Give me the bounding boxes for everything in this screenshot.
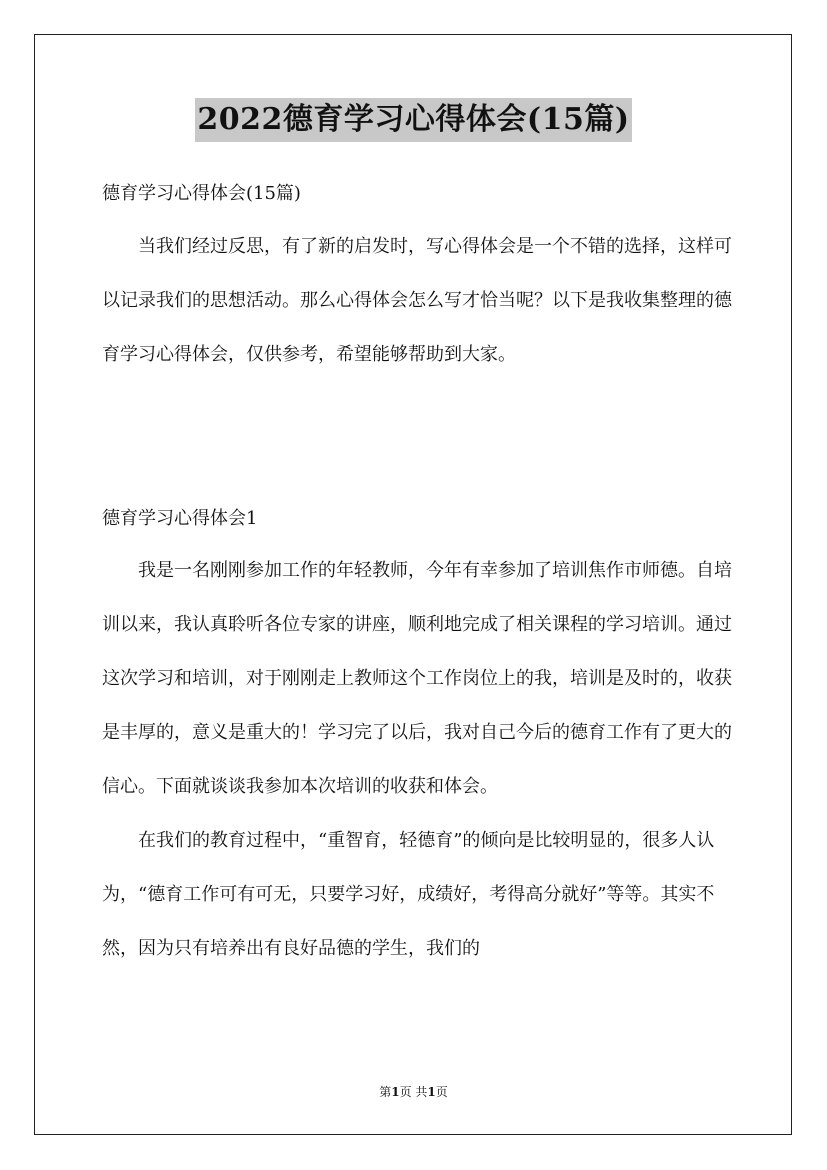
body-paragraph-2: 在我们的教育过程中，“重智育，轻德育”的倾向是比较明显的，很多人认为，“德育工作可有可无，只要学习好，成绩好，考得高分就好”等等。其实不然，因为只有培养出有良好品德的学生，我们的 [102,830,715,959]
footer-total-pages: 1 [427,1085,436,1099]
body-paragraph-1: 我是一名刚刚参加工作的年轻教师，今年有幸参加了培训焦作市师德。自培训以来，我认真聆听各位专家的讲座，顺利地完成了相关课程的学习培训。通过这次学习和培训，对于刚刚走上教师这个工作岗位上的我，培训是及时的，收获是丰厚的，意义是重大的！学习完了以后，我对自己今后的德育工作有了更大的信心。下面就谈谈我参加本次培训的收获和体会。 [102,560,732,797]
intro-block [102,220,742,382]
section-body [102,544,742,976]
footer-mid: 页 共 [399,1085,428,1099]
page-footer [0,1083,827,1100]
footer-current-page: 1 [391,1085,400,1099]
document-subtitle: 德育学习心得体会(15篇) [102,183,301,204]
section-heading: 德育学习心得体会1 [102,508,258,529]
title-container [0,98,827,142]
document-title: 2022德育学习心得体会(15篇) [195,98,631,142]
intro-paragraph: 当我们经过反思，有了新的启发时，写心得体会是一个不错的选择，这样可以记录我们的思想活动。那么心得体会怎么写才恰当呢？以下是我收集整理的德育学习心得体会，仅供参考，希望能够帮助到大家。 [102,236,732,365]
footer-suffix: 页 [435,1085,448,1099]
footer-prefix: 第 [379,1085,392,1099]
